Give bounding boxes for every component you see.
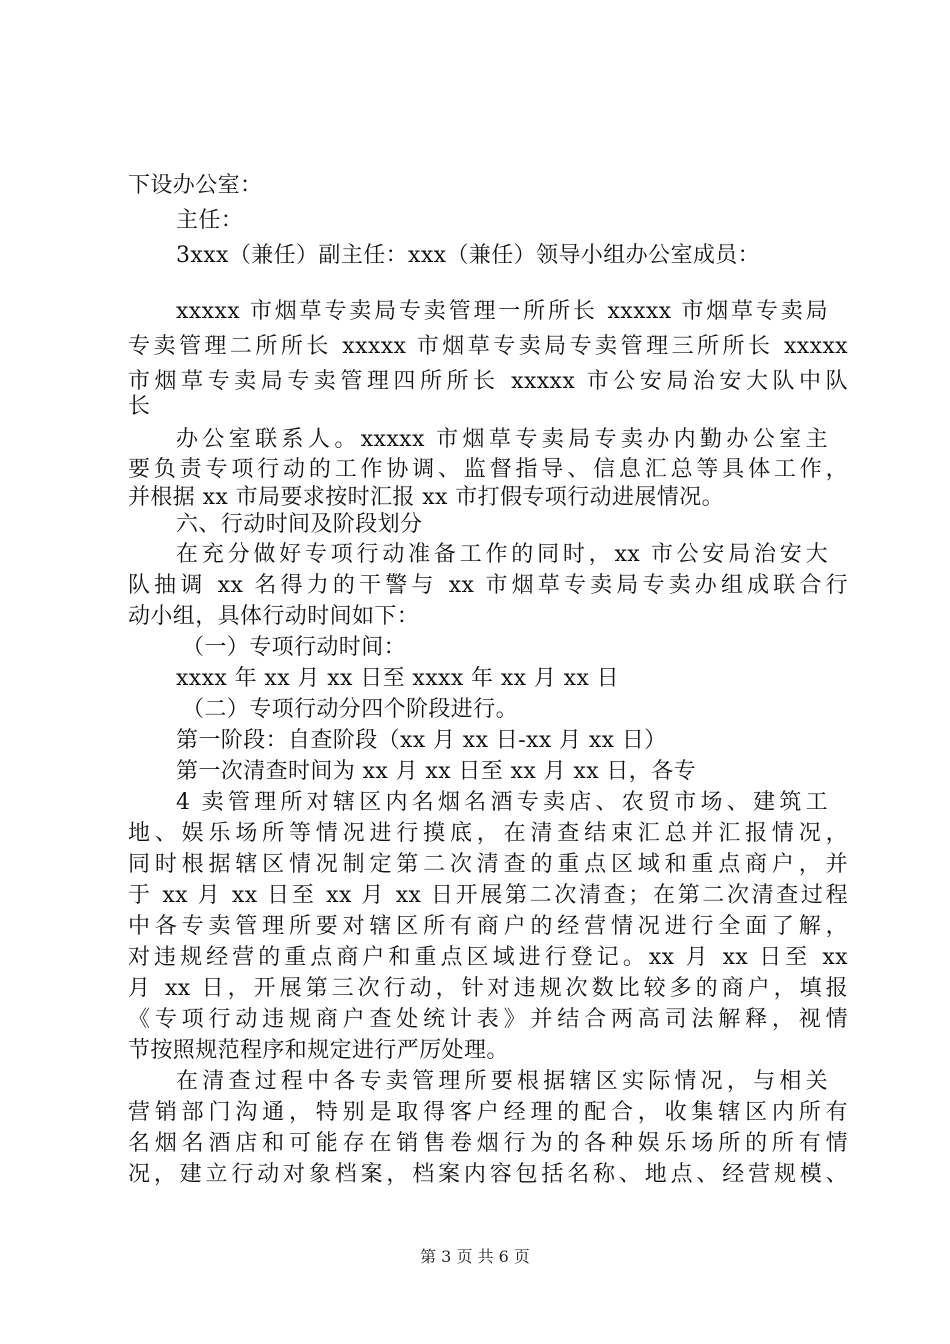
text-line: 在充分做好专项行动准备工作的同时，xx 市公安局治安大 bbox=[176, 542, 828, 567]
text-line: 营销部门沟通，特别是取得客户经理的配合，收集辖区内所有 bbox=[128, 1100, 848, 1125]
text-line: 节按照规范程序和规定进行严厉处理。 bbox=[128, 1038, 509, 1063]
text-line: 专卖管理二所所长 xxxxx 市烟草专卖局专卖管理三所所长 xxxxx bbox=[128, 334, 848, 359]
text-line: 要负责专项行动的工作协调、监督指导、信息汇总等具体工作， bbox=[128, 457, 848, 482]
text-line: 3xxx（兼任）副主任：xxx（兼任）领导小组办公室成员： bbox=[176, 243, 761, 268]
text-line: 市烟草专卖局专卖管理四所所长 xxxxx 市公安局治安大队中队 bbox=[128, 369, 848, 394]
text-line: 下设办公室： bbox=[128, 173, 263, 198]
text-line: 第一次清查时间为 xx 月 xx 日至 xx 月 xx 日，各专 bbox=[176, 759, 697, 784]
text-line: 中各专卖管理所要对辖区所有商户的经营情况进行全面了解， bbox=[128, 914, 848, 939]
text-line: 月 xx 日，开展第三次行动，针对违规次数比较多的商户，填报 bbox=[128, 976, 848, 1001]
text-line: xxxx 年 xx 月 xx 日至 xxxx 年 xx 月 xx 日 bbox=[176, 666, 620, 691]
text-line: 主任： bbox=[176, 208, 244, 233]
subsection-heading: （一）专项行动时间： bbox=[182, 635, 407, 660]
text-line: 并根据 xx 市局要求按时汇报 xx 市打假专项行动进展情况。 bbox=[128, 485, 725, 510]
text-line: xxxxx 市烟草专卖局专卖管理一所所长 xxxxx 市烟草专卖局 bbox=[176, 299, 828, 324]
text-line: 况，建立行动对象档案，档案内容包括名称、地点、经营规模、 bbox=[128, 1162, 848, 1187]
text-line: 名烟名酒店和可能存在销售卷烟行为的各种娱乐场所的所有情 bbox=[128, 1131, 848, 1156]
text-line: 办公室联系人。xxxxx 市烟草专卖局专卖办内勤办公室主 bbox=[176, 427, 828, 452]
text-line: 动小组，具体行动时间如下： bbox=[128, 604, 420, 629]
text-line: 《专项行动违规商户查处统计表》并结合两高司法解释，视情 bbox=[128, 1007, 848, 1032]
text-line: 4 卖管理所对辖区内名烟名酒专卖店、农贸市场、建筑工 bbox=[176, 790, 828, 815]
text-line: 长 bbox=[128, 394, 151, 419]
page-footer: 第 3 页 共 6 页 bbox=[420, 1247, 530, 1266]
text-line: 同时根据辖区情况制定第二次清查的重点区域和重点商户，并 bbox=[128, 852, 848, 877]
text-line: 于 xx 月 xx 日至 xx 月 xx 日开展第二次清查；在第二次清查过程 bbox=[128, 883, 848, 908]
text-line: 队抽调 xx 名得力的干警与 xx 市烟草专卖局专卖办组成联合行 bbox=[128, 573, 848, 598]
text-line: 地、娱乐场所等情况进行摸底，在清查结束汇总并汇报情况， bbox=[128, 821, 848, 846]
text-line: 在清查过程中各专卖管理所要根据辖区实际情况，与相关 bbox=[176, 1069, 828, 1094]
text-line: 对违规经营的重点商户和重点区域进行登记。xx 月 xx 日至 xx bbox=[128, 945, 848, 970]
section-heading: 六、行动时间及阶段划分 bbox=[176, 512, 423, 537]
subsection-heading: （二）专项行动分四个阶段进行。 bbox=[182, 697, 519, 722]
text-line: 第一阶段：自查阶段（xx 月 xx 日-xx 月 xx 日） bbox=[176, 728, 667, 753]
